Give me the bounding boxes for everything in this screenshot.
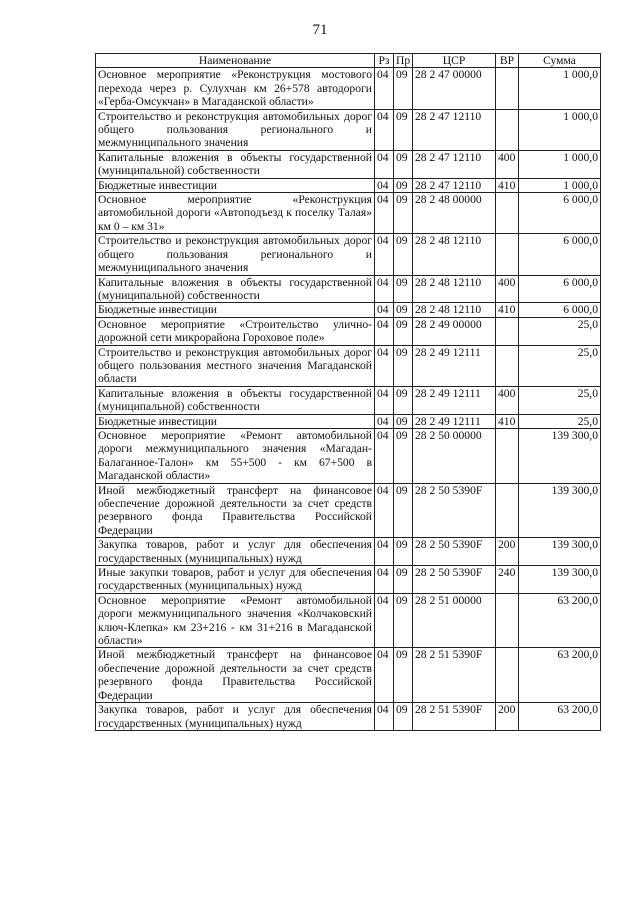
column-header-pr: Пр: [394, 54, 413, 68]
cell-vr: [496, 593, 519, 648]
cell-rz: 04: [375, 345, 394, 386]
column-header-csr: ЦСР: [413, 54, 496, 68]
cell-rz: 04: [375, 593, 394, 648]
cell-name: Строительство и реконструкция автомобильных дорог общего пользования местного значения Магаданской области: [96, 345, 375, 386]
cell-rz: 04: [375, 386, 394, 414]
header-row: [96, 54, 601, 68]
cell-name: Строительство и реконструкция автомобильных дорог общего пользования регионального и межмуниципального значения: [96, 109, 375, 150]
table-row: [96, 303, 601, 317]
cell-vr: 400: [496, 275, 519, 303]
cell-name: Бюджетные инвестиции: [96, 178, 375, 192]
cell-pr: 09: [394, 703, 413, 731]
cell-name: Закупка товаров, работ и услуг для обеспечения государственных (муниципальных) нужд: [96, 538, 375, 566]
cell-sum: 25,0: [519, 386, 601, 414]
cell-pr: 09: [394, 178, 413, 192]
cell-csr: 28 2 48 12110: [413, 234, 496, 275]
cell-rz: 04: [375, 317, 394, 345]
cell-name: Основное мероприятие «Ремонт автомобильной дороги межмуниципального значения «Магадан-Балаганное-Талон» км 55+500 - км 67+500 в Магаданской области»: [96, 428, 375, 483]
column-header-vr: ВР: [496, 54, 519, 68]
cell-csr: 28 2 48 12110: [413, 303, 496, 317]
table-row: [96, 178, 601, 192]
cell-vr: 200: [496, 538, 519, 566]
column-header-rz: Рз: [375, 54, 394, 68]
table-row: [96, 234, 601, 275]
table-row: [96, 150, 601, 178]
cell-rz: 04: [375, 703, 394, 731]
table-row: [96, 317, 601, 345]
cell-vr: [496, 345, 519, 386]
cell-rz: 04: [375, 648, 394, 703]
cell-name: Бюджетные инвестиции: [96, 303, 375, 317]
cell-sum: 1 000,0: [519, 68, 601, 109]
cell-name: Капитальные вложения в объекты государственной (муниципальной) собственности: [96, 150, 375, 178]
cell-rz: 04: [375, 566, 394, 594]
cell-vr: 410: [496, 414, 519, 428]
table-row: [96, 538, 601, 566]
cell-name: Основное мероприятие «Реконструкция автомобильной дороги «Автоподъезд к поселку Талая» км 0 – км 31»: [96, 193, 375, 234]
cell-csr: 28 2 48 00000: [413, 193, 496, 234]
cell-name: Строительство и реконструкция автомобильных дорог общего пользования регионального и межмуниципального значения: [96, 234, 375, 275]
cell-rz: 04: [375, 150, 394, 178]
cell-vr: 200: [496, 703, 519, 731]
cell-rz: 04: [375, 483, 394, 538]
cell-rz: 04: [375, 193, 394, 234]
table-row: [96, 109, 601, 150]
cell-csr: 28 2 51 00000: [413, 593, 496, 648]
cell-sum: 63 200,0: [519, 703, 601, 731]
table-row: [96, 193, 601, 234]
cell-csr: 28 2 47 12110: [413, 178, 496, 192]
cell-csr: 28 2 48 12110: [413, 275, 496, 303]
cell-rz: 04: [375, 109, 394, 150]
cell-csr: 28 2 49 12111: [413, 386, 496, 414]
cell-sum: 139 300,0: [519, 538, 601, 566]
table-row: [96, 566, 601, 594]
cell-vr: 240: [496, 566, 519, 594]
cell-pr: 09: [394, 150, 413, 178]
cell-rz: 04: [375, 234, 394, 275]
cell-name: Капитальные вложения в объекты государственной (муниципальной) собственности: [96, 386, 375, 414]
cell-sum: 63 200,0: [519, 648, 601, 703]
cell-pr: 09: [394, 566, 413, 594]
cell-csr: 28 2 49 00000: [413, 317, 496, 345]
cell-sum: 6 000,0: [519, 234, 601, 275]
cell-vr: 410: [496, 303, 519, 317]
table-header: [96, 54, 601, 68]
cell-pr: 09: [394, 68, 413, 109]
cell-sum: 6 000,0: [519, 275, 601, 303]
cell-sum: 1 000,0: [519, 178, 601, 192]
cell-csr: 28 2 51 5390F: [413, 703, 496, 731]
cell-pr: 09: [394, 345, 413, 386]
cell-pr: 09: [394, 414, 413, 428]
cell-pr: 09: [394, 109, 413, 150]
cell-csr: 28 2 47 12110: [413, 150, 496, 178]
cell-name: Бюджетные инвестиции: [96, 414, 375, 428]
cell-rz: 04: [375, 414, 394, 428]
budget-table: [95, 53, 601, 731]
cell-rz: 04: [375, 178, 394, 192]
cell-vr: [496, 317, 519, 345]
cell-name: Закупка товаров, работ и услуг для обеспечения государственных (муниципальных) нужд: [96, 703, 375, 731]
cell-vr: [496, 428, 519, 483]
cell-sum: 25,0: [519, 345, 601, 386]
cell-name: Иной межбюджетный трансферт на финансовое обеспечение дорожной деятельности за счет средств резервного фонда Правительства Российской Федерации: [96, 648, 375, 703]
cell-csr: 28 2 47 12110: [413, 109, 496, 150]
table-row: [96, 593, 601, 648]
table-row: [96, 428, 601, 483]
cell-csr: 28 2 49 12111: [413, 345, 496, 386]
cell-pr: 09: [394, 193, 413, 234]
cell-rz: 04: [375, 68, 394, 109]
column-header-sum: Сумма: [519, 54, 601, 68]
cell-sum: 25,0: [519, 414, 601, 428]
cell-sum: 1 000,0: [519, 109, 601, 150]
cell-name: Иной межбюджетный трансферт на финансовое обеспечение дорожной деятельности за счет средств резервного фонда Правительства Российской Федерации: [96, 483, 375, 538]
cell-sum: 139 300,0: [519, 483, 601, 538]
column-header-name: Наименование: [96, 54, 375, 68]
cell-sum: 63 200,0: [519, 593, 601, 648]
cell-sum: 25,0: [519, 317, 601, 345]
cell-name: Иные закупки товаров, работ и услуг для обеспечения государственных (муниципальных) нужд: [96, 566, 375, 594]
cell-pr: 09: [394, 386, 413, 414]
cell-pr: 09: [394, 303, 413, 317]
cell-csr: 28 2 50 5390F: [413, 483, 496, 538]
cell-pr: 09: [394, 648, 413, 703]
cell-pr: 09: [394, 317, 413, 345]
cell-name: Основное мероприятие «Ремонт автомобильной дороги межмуниципального значения «Колчаковский ключ-Клепка» км 23+216 - км 31+216 в Магаданской области»: [96, 593, 375, 648]
table-body: [96, 68, 601, 731]
table-row: [96, 345, 601, 386]
table-row: [96, 483, 601, 538]
cell-sum: 6 000,0: [519, 303, 601, 317]
cell-csr: 28 2 50 00000: [413, 428, 496, 483]
table-row: [96, 386, 601, 414]
cell-vr: 400: [496, 386, 519, 414]
cell-csr: 28 2 50 5390F: [413, 538, 496, 566]
cell-vr: [496, 68, 519, 109]
cell-csr: 28 2 47 00000: [413, 68, 496, 109]
cell-pr: 09: [394, 275, 413, 303]
cell-vr: [496, 648, 519, 703]
cell-sum: 139 300,0: [519, 566, 601, 594]
cell-sum: 1 000,0: [519, 150, 601, 178]
table-row: [96, 414, 601, 428]
page-number: 71: [312, 22, 328, 38]
cell-vr: 400: [496, 150, 519, 178]
cell-name: Капитальные вложения в объекты государственной (муниципальной) собственности: [96, 275, 375, 303]
cell-pr: 09: [394, 538, 413, 566]
cell-name: Основное мероприятие «Реконструкция мостового перехода через р. Сулухчан км 26+578 автодороги «Герба-Омсукчан» в Магаданской области»: [96, 68, 375, 109]
cell-name: Основное мероприятие «Строительство улично-дорожной сети микрорайона Гороховое поле»: [96, 317, 375, 345]
cell-csr: 28 2 50 5390F: [413, 566, 496, 594]
cell-pr: 09: [394, 593, 413, 648]
cell-pr: 09: [394, 234, 413, 275]
cell-vr: 410: [496, 178, 519, 192]
cell-pr: 09: [394, 428, 413, 483]
cell-vr: [496, 193, 519, 234]
cell-rz: 04: [375, 303, 394, 317]
cell-rz: 04: [375, 428, 394, 483]
cell-rz: 04: [375, 275, 394, 303]
cell-csr: 28 2 49 12111: [413, 414, 496, 428]
cell-rz: 04: [375, 538, 394, 566]
cell-sum: 6 000,0: [519, 193, 601, 234]
cell-vr: [496, 483, 519, 538]
cell-pr: 09: [394, 483, 413, 538]
cell-vr: [496, 234, 519, 275]
table-row: [96, 68, 601, 109]
table-row: [96, 703, 601, 731]
cell-sum: 139 300,0: [519, 428, 601, 483]
cell-csr: 28 2 51 5390F: [413, 648, 496, 703]
table-row: [96, 275, 601, 303]
cell-vr: [496, 109, 519, 150]
table-row: [96, 648, 601, 703]
